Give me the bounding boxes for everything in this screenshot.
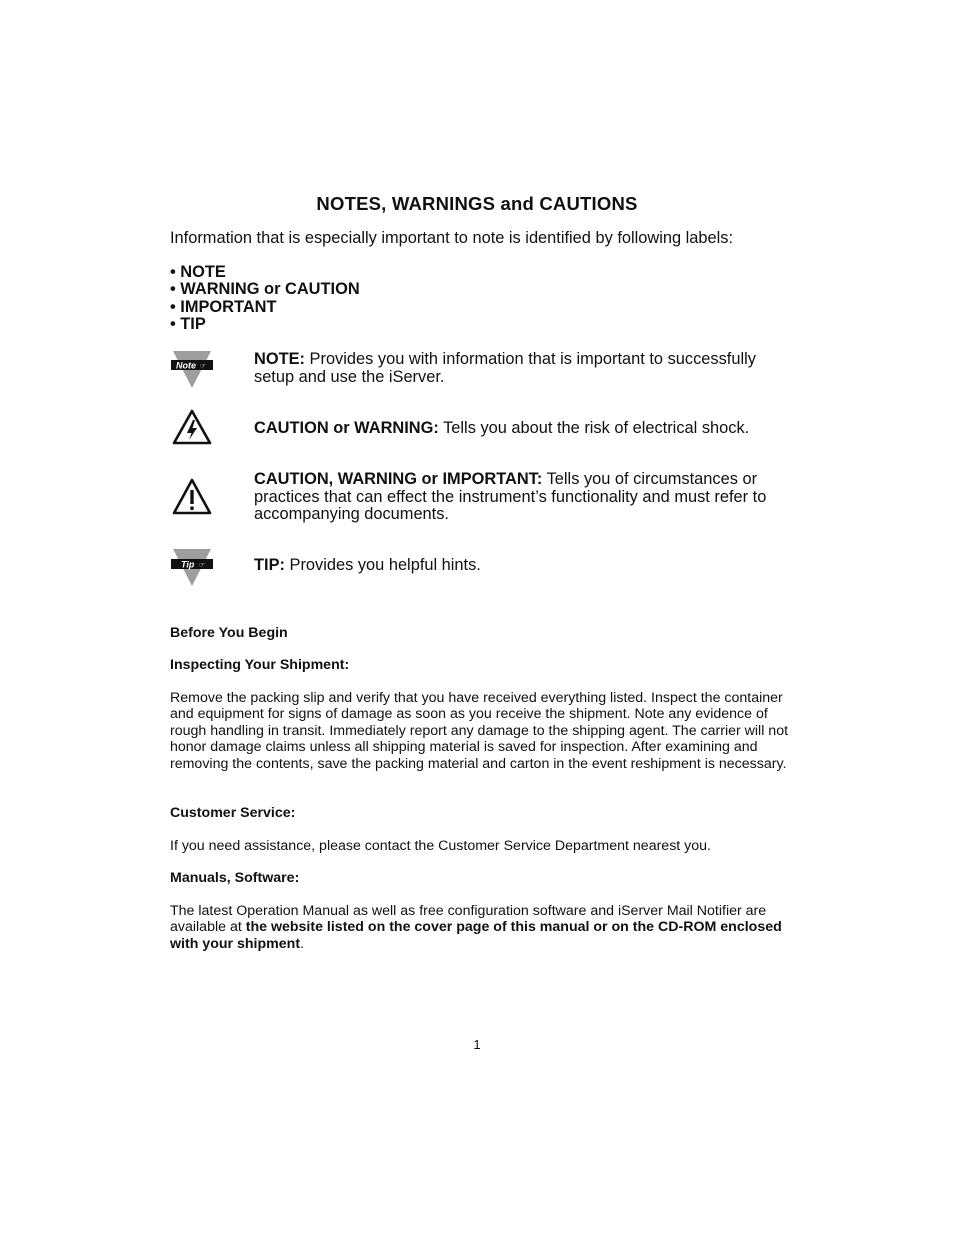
intro-text: Information that is especially important to note is identified by following labels: — [170, 229, 734, 247]
page-title: NOTES, WARNINGS and CAUTIONS — [316, 193, 638, 214]
page-number: 1 — [473, 1037, 481, 1052]
shock-row — [254, 420, 794, 438]
caution-text: Tells you of circumstances or practices that can effect the instrument’s functionality and must refer to accompanying documents. — [254, 470, 767, 524]
before-you-begin-heading: Before You Begin — [170, 625, 288, 641]
note-row — [254, 351, 794, 386]
customer-service-text: If you need assistance, please contact the Customer Service Department nearest you. — [170, 838, 711, 854]
note-lead: NOTE: — [254, 350, 305, 368]
manuals-text-part-2: . — [300, 935, 305, 952]
caution-lead: CAUTION, WARNING or IMPORTANT: — [254, 470, 543, 488]
note-text: Provides you with information that is important to successfully setup and use the iServer. — [254, 350, 756, 386]
tip-lead: TIP: — [254, 556, 285, 574]
svg-text:☞: ☞ — [200, 362, 207, 370]
tip-text: Provides you helpful hints. — [284, 556, 481, 574]
exclamation-warning-icon — [172, 478, 212, 521]
note-icon — [170, 350, 214, 395]
manuals-text-bold: the website listed on the cover page of this manual or on the CD-ROM enclosed with your shipment — [170, 919, 782, 952]
tip-icon — [170, 548, 214, 593]
label-item-note: • NOTE — [170, 263, 226, 281]
inspecting-heading: Inspecting Your Shipment: — [170, 657, 350, 673]
caution-row — [254, 471, 794, 524]
manuals-heading: Manuals, Software: — [170, 870, 300, 886]
manuals-text — [170, 903, 790, 952]
label-item-tip: • TIP — [170, 314, 206, 333]
customer-service-heading: Customer Service: — [170, 805, 296, 821]
label-item-important: • IMPORTANT — [170, 297, 277, 316]
tip-row — [254, 557, 794, 575]
label-item-warning: • WARNING or CAUTION — [170, 280, 360, 299]
shock-lead: CAUTION or WARNING: — [254, 419, 439, 437]
svg-text:Tip: Tip — [181, 559, 195, 570]
inspecting-text: Remove the packing slip and verify that you have received everything listed. Inspect the container and equipment for signs of damage as soon as you receive the shipment. Note any evidence of rough handling in transit. Immediately report any damage to the shipping agent. The carrier will not honor damage claims unless all shipping material is saved for inspection. After examining and removing the contents, save the packing material and carton in the event reshipment is necessary. — [170, 690, 789, 772]
label-list — [170, 264, 360, 333]
electrical-shock-warning-icon — [172, 409, 212, 450]
shock-text: Tells you about the risk of electrical shock. — [438, 419, 750, 437]
svg-text:☞: ☞ — [199, 561, 206, 569]
manuals-text-part-1: The latest Operation Manual as well as free configuration software and iServer Mail Notifier are available at — [170, 903, 767, 936]
svg-text:Note: Note — [176, 360, 196, 371]
